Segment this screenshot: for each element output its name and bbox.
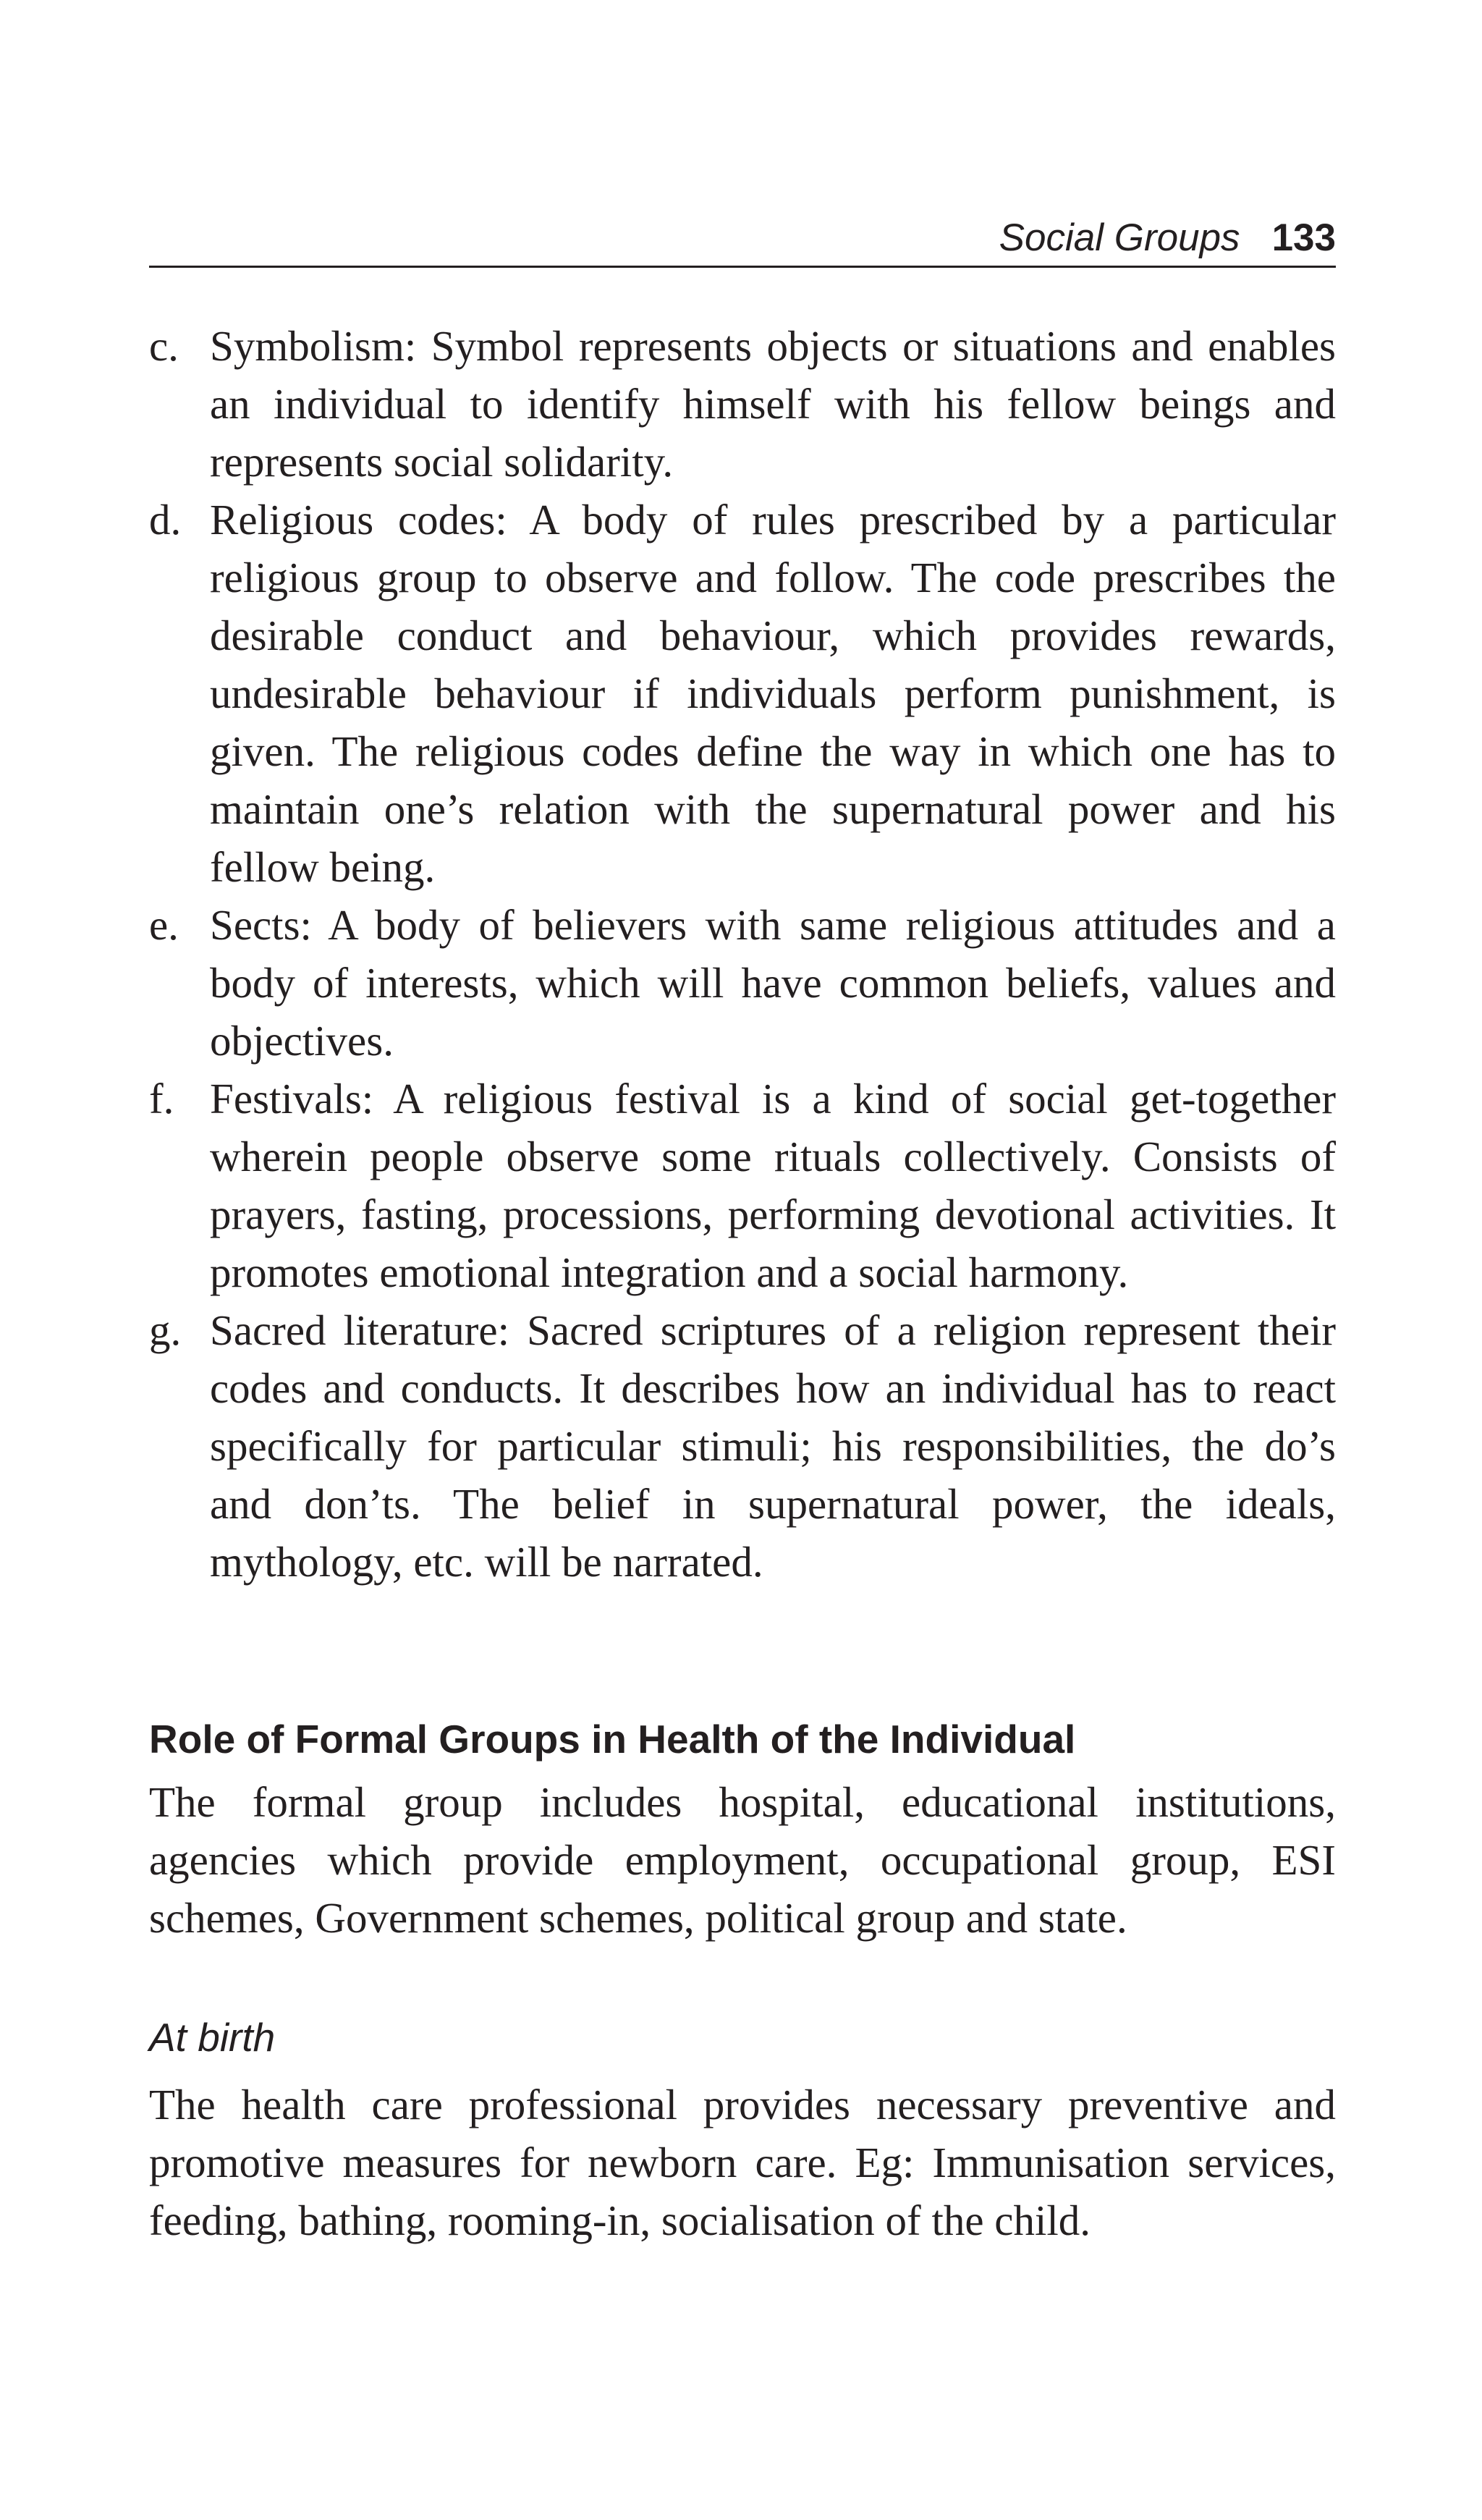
list-item-marker: f. bbox=[149, 1075, 174, 1122]
list-item-marker: e. bbox=[149, 901, 179, 949]
paragraph: The health care professional provides necessary preventive and promotive measures for newborn care. Eg: Immunisation services, feeding, bathing, rooming-in, socialisation of the child. bbox=[149, 2081, 1336, 2244]
list-item bbox=[149, 1301, 1336, 1591]
list-item-text: Symbolism: Symbol represents objects or situations and enables an individual to identify himself with his fellow beings and represents social solidarity. bbox=[210, 322, 1336, 486]
list-item-text: Sacred literature: Sacred scriptures of a religion represent their codes and conducts. It describes how an individual has to react specifically for particular stimuli; his responsibilities, the do’s and don’ts. The belief in supernatural power, the ideals, mythology, etc. will be narrated. bbox=[210, 1306, 1336, 1586]
subheading: At birth bbox=[149, 2015, 276, 2060]
paragraph: The formal group includes hospital, educational institutions, agencies which provide employment, occupational group, ESI schemes, Government schemes, political group and state. bbox=[149, 1778, 1336, 1942]
list-item bbox=[149, 317, 1336, 491]
running-head-section: Social Groups bbox=[999, 216, 1240, 259]
list-item-text: Festivals: A religious festival is a kind of social get-together wherein people observe some rituals collectively. Consists of prayers, fasting, processions, performing devotional activities. It promotes emotional integration and a social harmony. bbox=[210, 1075, 1336, 1296]
list-item-marker: c. bbox=[149, 322, 179, 370]
list-item bbox=[149, 896, 1336, 1070]
running-head bbox=[149, 210, 1336, 268]
section-heading: Role of Formal Groups in Health of the Individual bbox=[149, 1717, 1076, 1762]
list-item-text: Religious codes: A body of rules prescribed by a particular religious group to observe and follow. The code prescribes the desirable conduct and behaviour, which provides rewards, undesirable behaviour if individuals perform punishment, is given. The religious codes define the way in which one has to maintain one’s relation with the supernatural power and his fellow being. bbox=[210, 496, 1336, 891]
list-item-marker: d. bbox=[149, 496, 182, 544]
page-number: 133 bbox=[1271, 216, 1336, 259]
list-item-text: Sects: A body of believers with same religious attitudes and a body of interests, which will have common beliefs, values and objectives. bbox=[210, 901, 1336, 1065]
list-item bbox=[149, 1070, 1336, 1301]
list-item bbox=[149, 491, 1336, 896]
list bbox=[149, 317, 1336, 1591]
list-item-marker: g. bbox=[149, 1306, 182, 1354]
